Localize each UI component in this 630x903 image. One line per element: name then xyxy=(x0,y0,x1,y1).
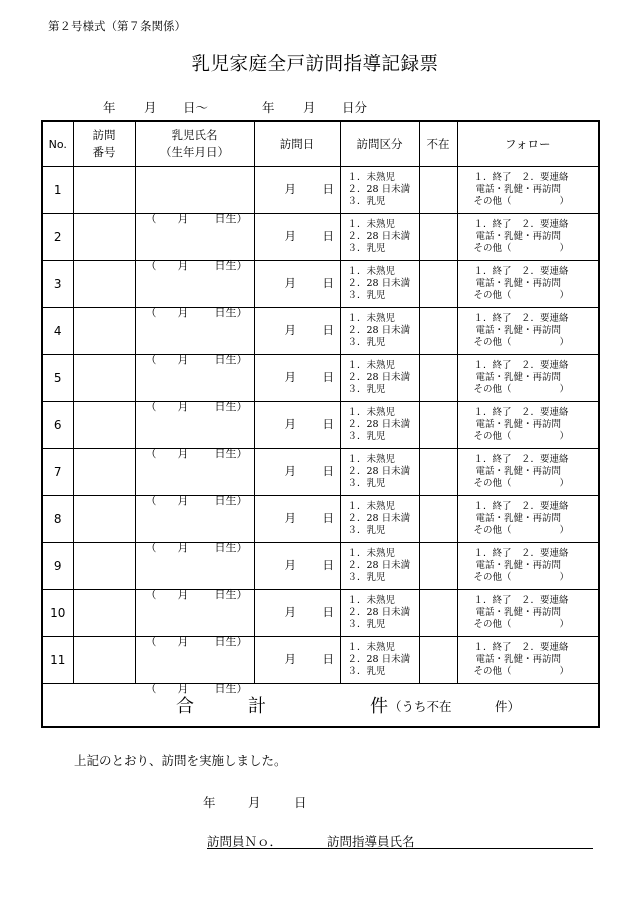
visit-number-field[interactable] xyxy=(73,449,135,496)
visit-number-field[interactable] xyxy=(73,543,135,590)
header-visit-date: 訪問日 xyxy=(254,121,340,167)
infant-name-field[interactable]: （ 月 日生） xyxy=(135,543,254,590)
table-row xyxy=(42,308,599,355)
visitor-number-label: 訪問員Ｎｏ． xyxy=(207,834,283,849)
table-row xyxy=(42,637,599,684)
visit-number-field[interactable] xyxy=(73,214,135,261)
visit-number-field[interactable] xyxy=(73,167,135,214)
header-follow: フォロー xyxy=(457,121,599,167)
total-count-unit: 件 xyxy=(370,696,388,717)
row-number: 6 xyxy=(42,402,73,449)
period-start-day: 日～ xyxy=(183,100,209,115)
header-absent: 不在 xyxy=(419,121,457,167)
visit-date-field[interactable]: 月 日 xyxy=(254,355,340,402)
absent-field[interactable] xyxy=(419,308,457,355)
instructor-name-label: 訪問指導員氏名 xyxy=(327,834,415,849)
header-visit-category: 訪問区分 xyxy=(340,121,419,167)
table-row xyxy=(42,590,599,637)
period-start-month: 月 xyxy=(144,100,157,115)
infant-name-field[interactable]: （ 月 日生） xyxy=(135,449,254,496)
visit-category-options[interactable]: １．未熟児 ２．28 日未満 ３．乳児 xyxy=(340,355,419,402)
row-number: 8 xyxy=(42,496,73,543)
infant-name-field[interactable]: （ 月 日生） xyxy=(135,261,254,308)
visit-date-field[interactable]: 月 日 xyxy=(254,543,340,590)
absent-field[interactable] xyxy=(419,496,457,543)
total-absent-unit: 件） xyxy=(495,699,521,714)
absent-field[interactable] xyxy=(419,167,457,214)
header-visit-number: 訪問 番号 xyxy=(73,121,135,167)
table-row xyxy=(42,543,599,590)
follow-options[interactable]: １．終了 ２．要連絡 電話・乳健・再訪問 その他（ ） xyxy=(457,543,599,590)
table-row xyxy=(42,355,599,402)
visit-date-field[interactable]: 月 日 xyxy=(254,402,340,449)
follow-options[interactable]: １．終了 ２．要連絡 電話・乳健・再訪問 その他（ ） xyxy=(457,214,599,261)
infant-name-field[interactable]: （ 月 日生） xyxy=(135,590,254,637)
visit-category-options[interactable]: １．未熟児 ２．28 日未満 ３．乳児 xyxy=(340,214,419,261)
row-number: 10 xyxy=(42,590,73,637)
infant-name-field[interactable]: （ 月 日生） xyxy=(135,637,254,684)
row-number: 9 xyxy=(42,543,73,590)
infant-name-field[interactable]: （ 月 日生） xyxy=(135,496,254,543)
visit-number-field[interactable] xyxy=(73,590,135,637)
visit-number-field[interactable] xyxy=(73,261,135,308)
row-number: 3 xyxy=(42,261,73,308)
visit-date-field[interactable]: 月 日 xyxy=(254,496,340,543)
visit-date-field[interactable]: 月 日 xyxy=(254,449,340,496)
absent-field[interactable] xyxy=(419,402,457,449)
visit-category-options[interactable]: １．未熟児 ２．28 日未満 ３．乳児 xyxy=(340,449,419,496)
total-label-2: 計 xyxy=(248,696,266,717)
period-end-year: 年 xyxy=(262,100,275,115)
visit-category-options[interactable]: １．未熟児 ２．28 日未満 ３．乳児 xyxy=(340,543,419,590)
follow-options[interactable]: １．終了 ２．要連絡 電話・乳健・再訪問 その他（ ） xyxy=(457,590,599,637)
infant-name-field[interactable]: （ 月 日生） xyxy=(135,308,254,355)
period-end-day: 日分 xyxy=(342,100,368,115)
total-label-1: 合 xyxy=(176,696,194,717)
visit-date-field[interactable]: 月 日 xyxy=(254,590,340,637)
row-number: 2 xyxy=(42,214,73,261)
visit-record-table xyxy=(41,120,600,728)
table-row xyxy=(42,167,599,214)
follow-options[interactable]: １．終了 ２．要連絡 電話・乳健・再訪問 その他（ ） xyxy=(457,637,599,684)
header-infant-name: 乳児氏名 （生年月日） xyxy=(135,121,254,167)
form-title: 乳児家庭全戸訪問指導記録票 xyxy=(191,54,439,75)
visit-number-field[interactable] xyxy=(73,496,135,543)
sign-month: 月 xyxy=(248,795,261,810)
row-number: 5 xyxy=(42,355,73,402)
absent-field[interactable] xyxy=(419,214,457,261)
period-start-year: 年 xyxy=(103,100,116,115)
absent-field[interactable] xyxy=(419,355,457,402)
absent-field[interactable] xyxy=(419,449,457,496)
table-row xyxy=(42,449,599,496)
signature-date xyxy=(0,793,630,811)
visit-category-options[interactable]: １．未熟児 ２．28 日未満 ３．乳児 xyxy=(340,261,419,308)
absent-field[interactable] xyxy=(419,543,457,590)
row-number: 11 xyxy=(42,637,73,684)
header-no: No. xyxy=(42,121,73,167)
visit-number-field[interactable] xyxy=(73,637,135,684)
visit-category-options[interactable]: １．未熟児 ２．28 日未満 ３．乳児 xyxy=(340,590,419,637)
total-row xyxy=(42,684,599,728)
follow-options[interactable]: １．終了 ２．要連絡 電話・乳健・再訪問 その他（ ） xyxy=(457,355,599,402)
table-row xyxy=(42,261,599,308)
sign-day: 日 xyxy=(294,795,307,810)
row-number: 7 xyxy=(42,449,73,496)
visit-date-field[interactable]: 月 日 xyxy=(254,308,340,355)
follow-options[interactable]: １．終了 ２．要連絡 電話・乳健・再訪問 その他（ ） xyxy=(457,167,599,214)
infant-name-field[interactable]: （ 月 日生） xyxy=(135,402,254,449)
confirmation-note: 上記のとおり、訪問を実施しました。 xyxy=(74,753,287,768)
visit-date-field[interactable]: 月 日 xyxy=(254,214,340,261)
row-number: 1 xyxy=(42,167,73,214)
visit-category-options[interactable]: １．未熟児 ２．28 日未満 ３．乳児 xyxy=(340,167,419,214)
infant-name-field[interactable]: （ 月 日生） xyxy=(135,355,254,402)
visit-category-options[interactable]: １．未熟児 ２．28 日未満 ３．乳児 xyxy=(340,637,419,684)
sign-year: 年 xyxy=(203,795,216,810)
visit-date-field[interactable]: 月 日 xyxy=(254,261,340,308)
absent-field[interactable] xyxy=(419,590,457,637)
header-row xyxy=(42,121,599,167)
period-line xyxy=(0,98,630,118)
visit-category-options[interactable]: １．未熟児 ２．28 日未満 ３．乳児 xyxy=(340,308,419,355)
table-row xyxy=(42,214,599,261)
follow-options[interactable]: １．終了 ２．要連絡 電話・乳健・再訪問 その他（ ） xyxy=(457,308,599,355)
form-number: 第２号様式（第７条関係） xyxy=(48,19,186,33)
infant-name-field[interactable]: （ 月 日生） xyxy=(135,214,254,261)
visit-number-field[interactable] xyxy=(73,308,135,355)
visit-date-field[interactable]: 月 日 xyxy=(254,637,340,684)
absent-field[interactable] xyxy=(419,637,457,684)
infant-name-field[interactable]: （ 月 日生） xyxy=(135,167,254,214)
visit-date-field[interactable]: 月 日 xyxy=(254,167,340,214)
total-cell xyxy=(42,684,599,728)
absent-field[interactable] xyxy=(419,261,457,308)
table-row xyxy=(42,496,599,543)
row-number: 4 xyxy=(42,308,73,355)
visit-number-field[interactable] xyxy=(73,402,135,449)
follow-options[interactable]: １．終了 ２．要連絡 電話・乳健・再訪問 その他（ ） xyxy=(457,496,599,543)
follow-options[interactable]: １．終了 ２．要連絡 電話・乳健・再訪問 その他（ ） xyxy=(457,402,599,449)
period-end-month: 月 xyxy=(303,100,316,115)
follow-options[interactable]: １．終了 ２．要連絡 電話・乳健・再訪問 その他（ ） xyxy=(457,449,599,496)
visit-category-options[interactable]: １．未熟児 ２．28 日未満 ３．乳児 xyxy=(340,496,419,543)
signer-line[interactable] xyxy=(207,832,593,849)
total-absent-note: （うち不在 xyxy=(389,699,452,714)
follow-options[interactable]: １．終了 ２．要連絡 電話・乳健・再訪問 その他（ ） xyxy=(457,261,599,308)
visit-category-options[interactable]: １．未熟児 ２．28 日未満 ３．乳児 xyxy=(340,402,419,449)
visit-number-field[interactable] xyxy=(73,355,135,402)
table-row xyxy=(42,402,599,449)
